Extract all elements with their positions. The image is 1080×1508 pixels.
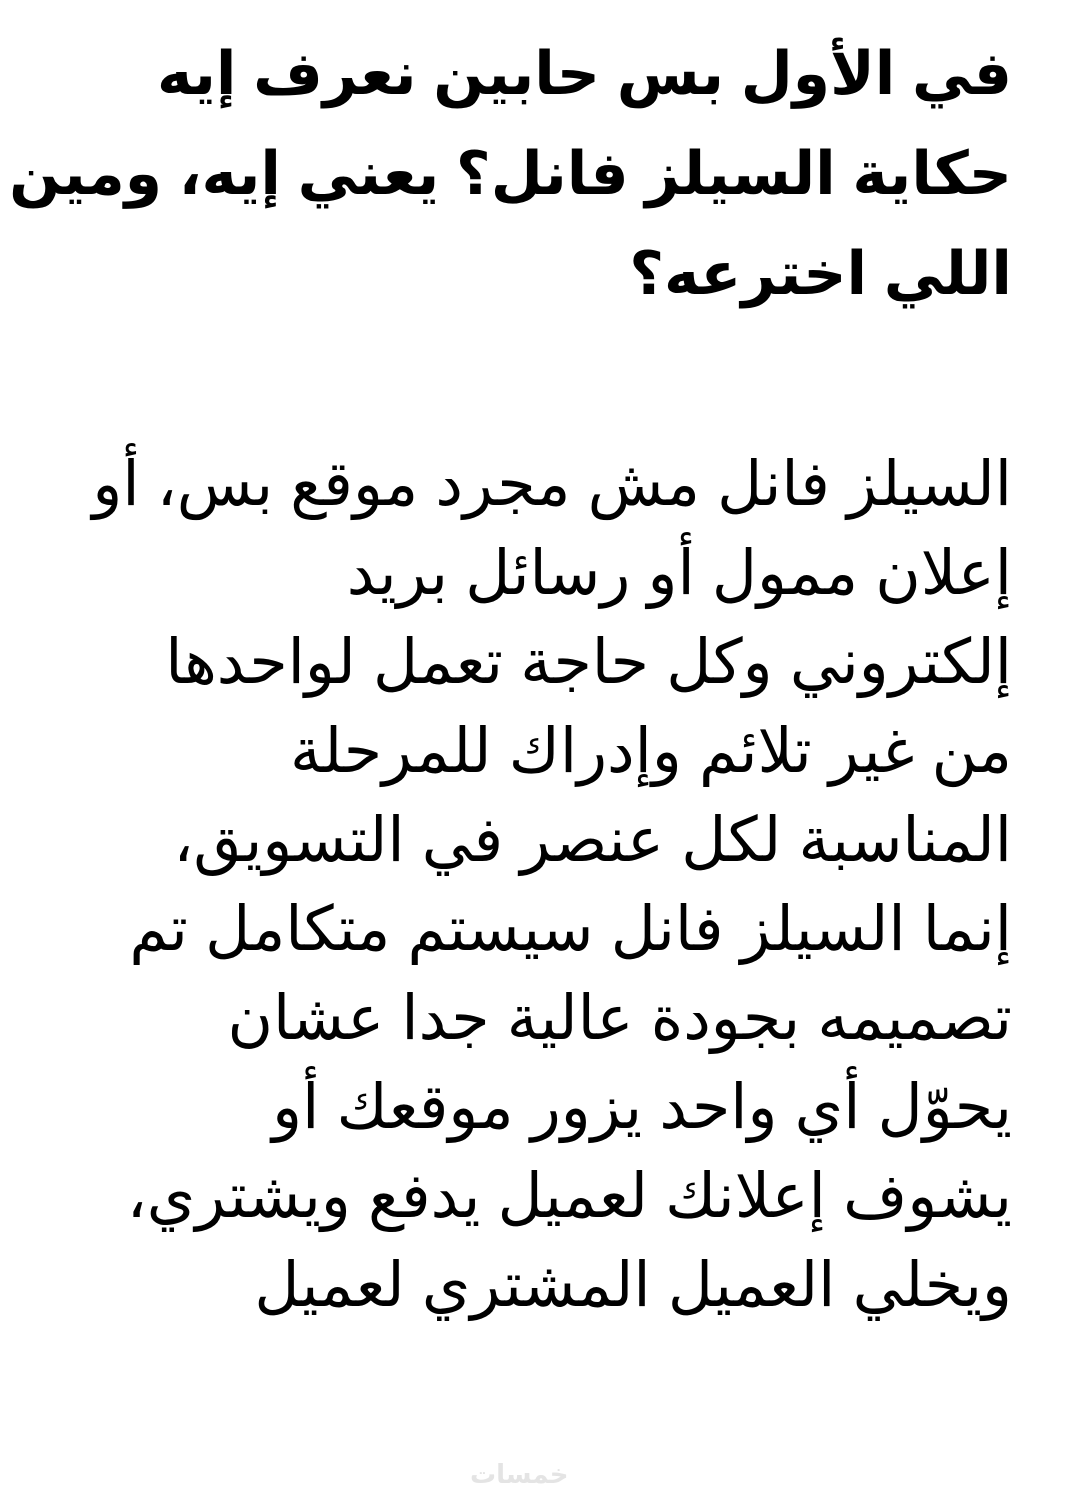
heading-line-1: في الأول بس حابين نعرف إيه <box>157 40 1012 107</box>
heading-line-2: حكاية السيلز فانل؟ يعني إيه، ومين <box>9 140 1012 207</box>
question-heading <box>9 24 1012 324</box>
body-line-6: إنما السيلز فانل سيستم متكامل تم <box>129 895 1012 964</box>
body-line-7: تصميمه بجودة عالية جدا عشان <box>227 984 1012 1053</box>
body-line-10: ويخلي العميل المشتري لعميل <box>254 1251 1012 1320</box>
body-line-8: يحوّل أي واحد يزور موقعك أو <box>272 1073 1012 1142</box>
body-line-3: إلكتروني وكل حاجة تعمل لواحدها <box>165 628 1012 697</box>
body-line-9: يشوف إعلانك لعميل يدفع ويشتري، <box>126 1162 1012 1231</box>
body-line-4: من غير تلائم وإدراك للمرحلة <box>289 717 1012 786</box>
heading-line-3: اللي اخترعه؟ <box>629 240 1012 307</box>
body-line-1: السيلز فانل مش مجرد موقع بس، أو <box>92 450 1012 519</box>
body-paragraph <box>72 440 1012 1330</box>
watermark-logo: خمسات <box>470 1460 569 1490</box>
body-line-5: المناسبة لكل عنصر في التسويق، <box>173 806 1012 875</box>
body-line-2: إعلان ممول أو رسائل بريد <box>346 539 1012 608</box>
